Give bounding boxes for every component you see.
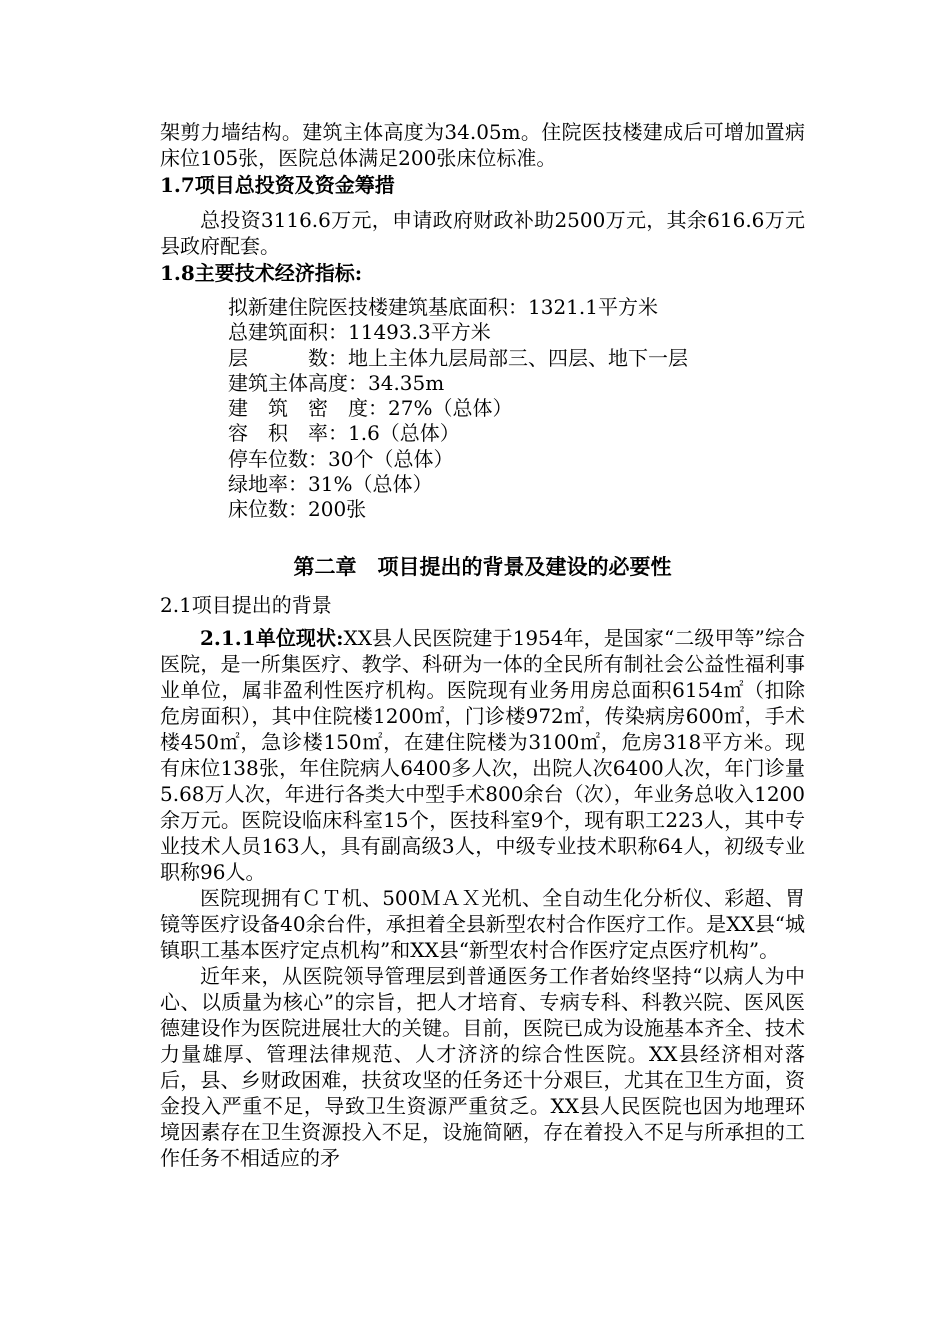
indicator-item: 建 筑 密 度：27%（总体） [228, 396, 513, 421]
unit-status-lead: 2.1.1单位现状: [200, 625, 344, 650]
subheading-2-1: 2.1项目提出的背景 [160, 592, 332, 617]
spacer [160, 287, 805, 295]
indicator-item: 总建筑面积：11493.3平方米 [228, 320, 491, 345]
investment-paragraph: 总投资3116.6万元，申请政府财政补助2500万元，其余616.6万元县政府配套。 [160, 208, 805, 258]
heading-1-8: 1.8主要技术经济指标: [160, 261, 363, 285]
equipment-paragraph: 医院现拥有ＣＴ机、500ＭＡＸ光机、全自动生化分析仪、彩超、胃镜等医疗设备40余台件，承担着全县新型农村合作医疗工作。是XX县“城镇职工基本医疗定点机构”和XX县“新型农村合作医疗定点医疗机构”。 [160, 885, 805, 962]
chapter-title: 第二章 项目提出的背景及建设的必要性 [293, 553, 672, 579]
recent-years-paragraph: 近年来，从医院领导管理层到普通医务工作者始终坚持“以病人为中心、以质量为核心”的宗旨，把人才培育、专病专科、科教兴院、医风医德建设作为医院进展壮大的关键。目前，医院已成为设施基本齐全、技术力量雄厚、管理法律规范、人才济济的综合性医院。XX县经济相对落后，县、乡财政困难，扶贫攻坚的任务还十分艰巨，尤其在卫生方面，资金投入严重不足，导致卫生资源严重贫乏。XX县人民医院也因为地理环境因素存在卫生资源投入不足，设施简陋，存在着投入不足与所承担的工作任务不相适应的矛 [160, 963, 805, 1170]
indicator-item: 床位数：200张 [228, 497, 367, 522]
intro-paragraph: 架剪力墙结构。建筑主体高度为34.05m。住院医技楼建成后可增加置病床位105张，医院总体满足200张床位标准。 [160, 120, 805, 170]
indicator-item: 拟新建住院医技楼建筑基底面积：1321.1平方米 [228, 295, 658, 319]
indicator-item: 建筑主体高度：34.35m [228, 370, 445, 395]
spacer [160, 199, 805, 207]
unit-status-body: XX县人民医院建于1954年，是国家“二级甲等”综合医院，是一所集医疗、教学、科研为一体的全民所有制社会公益性福利事业单位，属非盈利性医疗机构。医院现有业务用房总面积6154㎡（扣除危房面积），其中住院楼1200㎡，门诊楼972㎡，传染病房600㎡，手术楼450㎡，急诊楼150㎡，在建住院楼为3100㎡，危房318平方米。现有床位138张，年住院病人6400多人次，出院人次6400人次，年门诊量5.68万人次，年进行各类大中型手术800余台（次），年业务总收入1200余万元。医院设临床科室15个，医技科室9个，现有职工223人，其中专业技术人员163人，具有副高级3人，中级专业技术职称64人，初级专业职称96人。 [160, 625, 805, 884]
heading-1-7: 1.7项目总投资及资金筹措 [160, 173, 395, 197]
unit-status-paragraph [160, 625, 805, 885]
indicator-item: 停车位数：30个（总体） [228, 446, 454, 471]
indicator-list [160, 295, 805, 523]
page-content [160, 119, 805, 1171]
indicator-item: 容 积 率：1.6（总体） [228, 421, 460, 446]
indicator-item: 绿地率：31%（总体） [228, 472, 433, 497]
indicator-item: 层 数：地上主体九层局部三、四层、地下一层 [228, 345, 688, 370]
